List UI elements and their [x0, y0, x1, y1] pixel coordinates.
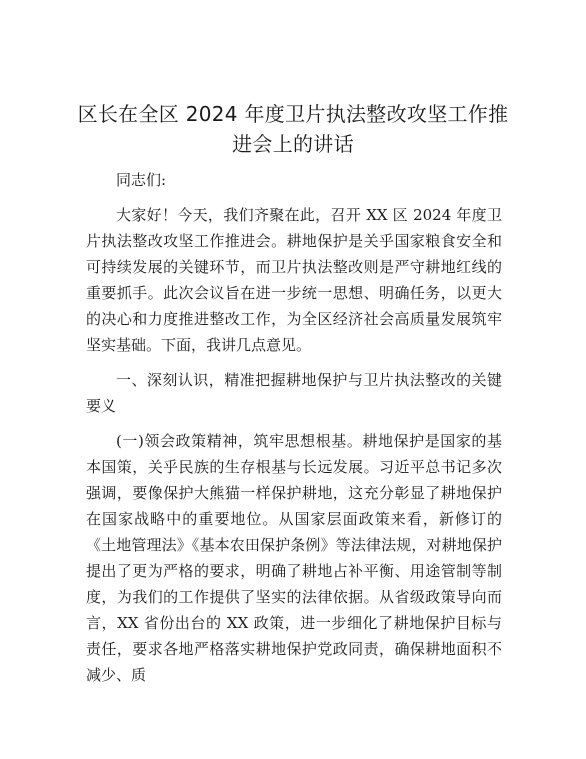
document-body [86, 167, 502, 688]
title-line-1: 区长在全区 2024 年度卫片执法整改攻坚工作推 [77, 102, 509, 126]
subsection-paragraph-1: (一)领会政策精神，筑牢思想根基。耕地保护是国家的基本国策，关乎民族的生存根基与长远发展。习近平总书记多次强调，要像保护大熊猫一样保护耕地，这充分彰显了耕地保护在国家战略中的重要地位。从国家层面政策来看，新修订的《土地管理法》《基本农田保护条例》等法律法规，对耕地保护提出了更为严格的要求，明确了耕地占补平衡、用途管制等制度，为我们的工作提供了坚实的法律依据。从省级政策导向而言，XX 省份出台的 XX 政策，进一步细化了耕地保护目标与责任，要求各地严格落实耕地保护党政同责，确保耕地面积不减少、质 [86, 432, 502, 684]
document-title [70, 99, 516, 159]
section-heading-1: 一、深刻认识，精准把握耕地保护与卫片执法整改的关键要义 [86, 371, 502, 415]
title-line-2: 进会上的讲话 [232, 132, 354, 156]
salutation: 同志们: [116, 171, 167, 189]
opening-paragraph: 大家好！今天，我们齐聚在此，召开 XX 区 2024 年度卫片执法整改攻坚工作推进会。耕地保护是关乎国家粮食安全和可持续发展的关键环节，而卫片执法整改则是严守耕地红线的重要抓手。此次会议旨在进一步统一思想、明确任务，以更大的决心和力度推进整改工作，为全区经济社会高质量发展筑牢坚实基础。下面，我讲几点意见。 [86, 206, 502, 354]
